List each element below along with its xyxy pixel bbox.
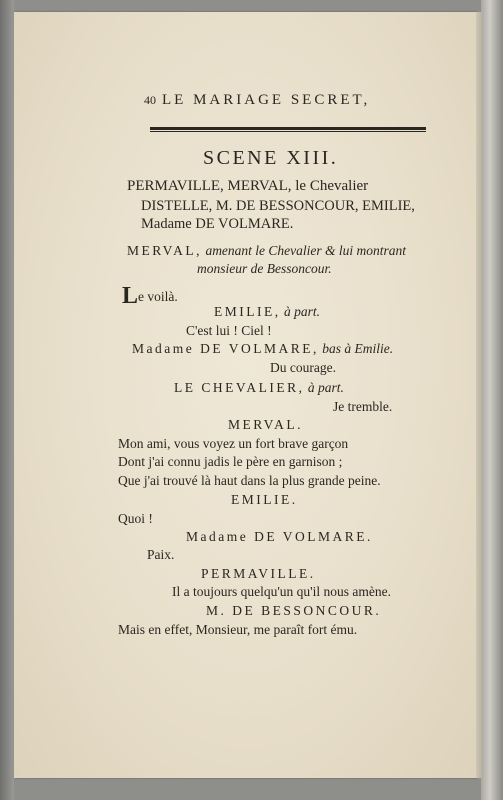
- dialogue-line: Que j'ai trouvé là haut dans la plus grande peine.: [118, 473, 381, 488]
- dialogue-line: Mais en effet, Monsieur, me paraît fort ému.: [118, 622, 358, 637]
- dialogue-line: Je tremble.: [333, 399, 393, 414]
- header-rule: [150, 127, 426, 132]
- speaker-direction: à part.: [307, 380, 344, 395]
- book-page: [14, 12, 476, 778]
- dialogue-line: Paix.: [147, 547, 175, 562]
- speaker-name: EMILIE,: [214, 304, 281, 319]
- speaker-volmare-2: Madame DE VOLMARE.: [186, 529, 373, 544]
- dialogue-line: Du courage.: [270, 360, 336, 375]
- page-number: 40: [144, 93, 156, 107]
- stage-direction-speaker: MERVAL,: [127, 243, 203, 258]
- running-header: [144, 92, 424, 109]
- page-edge: [476, 12, 482, 778]
- dialogue-line: Mon ami, vous voyez un fort brave garçon: [118, 436, 349, 451]
- stage-direction-line-1: [127, 244, 406, 258]
- dialogue-line: Dont j'ai connu jadis le père en garnison ;: [118, 454, 343, 469]
- stage-direction-line-2: monsieur de Bessoncour.: [197, 261, 332, 276]
- speaker-bessoncour: M. DE BESSONCOUR.: [206, 603, 382, 618]
- speaker-chevalier: [174, 381, 344, 395]
- scanner-backdrop-left: [0, 0, 14, 800]
- speaker-permaville: PERMAVILLE.: [201, 566, 316, 581]
- running-title: LE MARIAGE SECRET,: [162, 92, 371, 108]
- scene-title: SCENE XIII.: [203, 147, 339, 169]
- speaker-merval: MERVAL.: [228, 417, 304, 432]
- dialogue-line: C'est lui ! Ciel !: [186, 323, 272, 338]
- cast-line-3: Madame DE VOLMARE.: [141, 216, 294, 232]
- speaker-name: Madame DE VOLMARE,: [132, 341, 319, 356]
- cast-line-2: DISTELLE, M. DE BESSONCOUR, EMILIE,: [141, 198, 415, 214]
- stage-direction-text: amenant le Chevalier & lui montrant: [205, 243, 407, 258]
- scanner-backdrop-right: [481, 0, 503, 800]
- dialogue-opening: [122, 284, 178, 308]
- speaker-emilie-1: [214, 305, 320, 319]
- dialogue-opening-rest: e voilà.: [138, 289, 178, 304]
- speaker-volmare-1: [132, 342, 393, 356]
- speaker-emilie-2: EMILIE.: [231, 492, 298, 507]
- dialogue-line: Quoi !: [118, 511, 153, 526]
- dialogue-line: Il a toujours quelqu'un qu'il nous amène.: [172, 584, 391, 599]
- speaker-name: LE CHEVALIER,: [174, 380, 305, 395]
- drop-cap: L: [122, 283, 139, 309]
- cast-line-1: PERMAVILLE, MERVAL, le Chevalier: [127, 178, 369, 194]
- speaker-direction: à part.: [283, 304, 320, 319]
- speaker-direction: bas à Emilie.: [322, 341, 394, 356]
